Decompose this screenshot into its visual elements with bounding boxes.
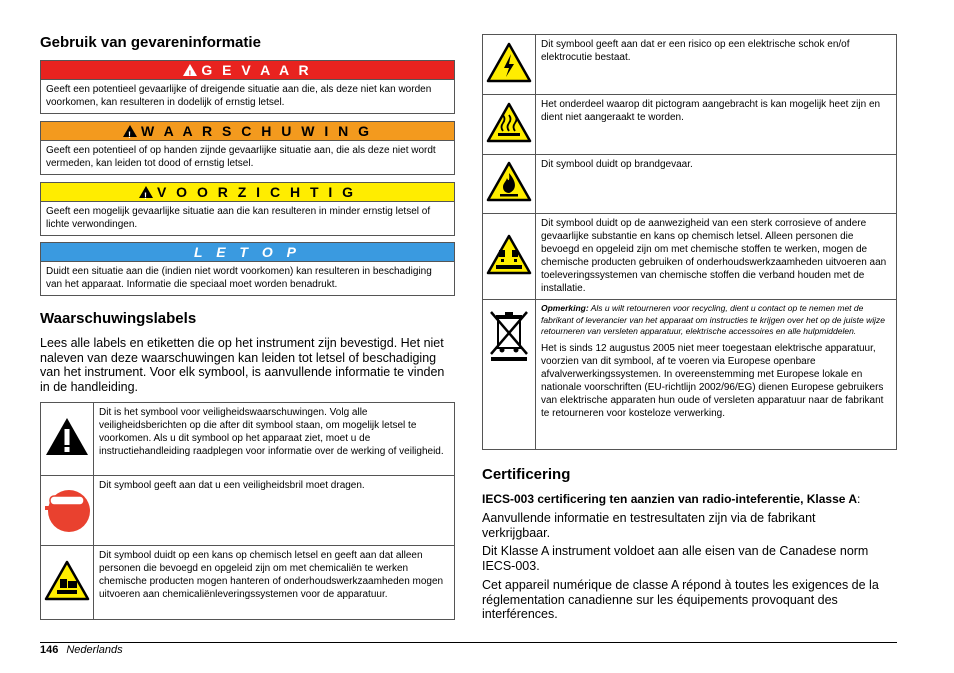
weee-text: Het is sinds 12 augustus 2005 niet meer toegestaan elektrische apparatuur, voorzien van dit symbool, af te voeren via Europese openbare afvalverwerkingssystemen. In overeenstemming met Europese lokale en nationale voorschriften (EU-richtlijn 2002/96/EG) dienen Europese gebruikers van elektrische apparaten hun oude of versleten apparatuur naar de fabrikant te retourneren voor kosteloze verwerking. [541,342,884,419]
symbol-row [41,476,455,546]
symbol-text: Dit symbool duidt op een kans op chemisch letsel en geeft aan dat alleen personen die bevoegd en opgeleid zijn om met chemicaliën te werken chemische producten mogen hanteren of onderhoudswerkzaamheden mogen uitvoeren aan chemicaliënleveringssystemen voor de apparatuur. [94,546,455,620]
left-symbol-table [40,402,455,620]
symbol-text: Dit symbool duidt op brandgevaar. [536,155,897,214]
notice-title: L E T O P [41,243,454,262]
symbol-text: Dit symbool geeft aan dat er een risico op een elektrische schok en/of elektrocutie bestaat. [536,35,897,95]
weee-note-text: Als u wilt retourneren voor recycling, dient u contact op te nemen met de fabrikant of leverancier van het apparaat om instructies te krijgen over het op de juiste wijze retourneren van versleten apparatuur, elektrische accessoires en alle hulpmiddelen. [541,303,885,336]
hot-surface-icon [485,101,533,145]
fire-hazard-icon [485,160,533,204]
warning-box [40,121,455,175]
weee-note [541,303,891,338]
right-symbol-table [482,34,897,450]
danger-title: G E V A A R [201,62,312,78]
symbol-text: Dit symbool geeft aan dat u een veiligheidsbril moet dragen. [94,476,455,546]
footer-language: Nederlands [66,644,123,656]
heading-certification: Certificering [482,466,571,483]
danger-text: Geeft een potentieel gevaarlijke of dreigende situatie aan die, als deze niet kan worden voorkomen, kan resulteren in dodelijk of ernstig letsel. [46,84,432,108]
labels-intro: Lees alle labels en etiketten die op het instrument zijn bevestigd. Het niet naleven van deze waarschuwingen kan leiden tot letsel of beschadiging van het instrument. Voor elk symbool, is aanvullende informatie te vinden in de handleiding. [40,336,445,394]
caution-text: Geeft een mogelijk gevaarlijke situatie aan die kan resulteren in minder ernstig letsel of lichte verwondingen. [46,206,431,230]
danger-box [40,60,455,114]
symbol-text: Het onderdeel waarop dit pictogram aangebracht is kan mogelijk heet zijn en dient niet aangeraakt te worden. [536,95,897,155]
caution-title: V O O R Z I C H T I G [156,184,357,200]
corrosive-icon [485,233,533,277]
heading-warning-labels: Waarschuwingslabels [40,310,197,327]
symbol-row-weee [483,300,897,450]
page-number: 146 [40,644,59,656]
caution-box [40,182,455,236]
notice-text: Duidt een situatie aan die (indien niet wordt voorkomen) kan resulteren in beschadiging van het apparaat. Informatie die speciaal moet worden benadrukt. [46,266,432,290]
footer-rule [40,642,897,643]
symbol-row [483,214,897,300]
warning-title: W A A R S C H U W I N G [140,123,373,139]
warning-triangle-icon [183,64,197,76]
symbol-text: Dit is het symbool voor veiligheidswaarschuwingen. Volg alle veiligheidsberichten op die after dit symbool staan, om mogelijk letsel te voorkomen. Als u dit symbool op het apparaat ziet, moet u de instructiehandleiding raadplegen voor informatie over de werking of veiligheid. [94,403,455,476]
symbol-row [483,35,897,95]
symbol-row [483,95,897,155]
cert-subheading: IECS-003 certificering ten aanzien van radio-inteferentie, Klasse A: [482,492,861,506]
safety-glasses-icon [42,481,92,537]
weee-note-label: Opmerking: [541,303,589,313]
warning-triangle-icon [139,186,153,198]
crossed-bin-icon [486,308,532,362]
cert-paragraph-2: Dit Klasse A instrument voldoet aan alle eisen van de Canadese norm IECS-003. [482,544,869,573]
page-footer [40,644,123,656]
chemical-hazard-icon [43,559,91,603]
symbol-text: Dit symbool duidt op de aanwezigheid van een sterk corrosieve of andere gevaarlijke substantie en kans op chemisch letsel. Alleen personen die bevoegd en opgeleid zijn om met chemische stoffen te werken, mogen de chemische producten gebruiken of onderhoudswerkzaamheden uitvoeren aan toeleveringssystemen van chemische stoffen die verband houden met de installatie. [536,214,897,300]
cert-paragraph-1: Aanvullende informatie en testresultaten zijn via de fabrikant verkrijgbaar. [482,511,816,540]
symbol-row [41,403,455,476]
warning-text: Geeft een potentieel of op handen zijnde gevaarlijke situatie aan, die als deze niet wordt vermeden, kan leiden tot dood of ernstig letsel. [46,145,436,169]
symbol-row [41,546,455,620]
electric-shock-icon [485,41,533,85]
cert-paragraph-3: Cet appareil numérique de classe A répond à toutes les exigences de la réglementation canadienne sur les équipements provoquant des interférences. [482,578,879,621]
symbol-row [483,155,897,214]
heading-hazard-info: Gebruik van gevareninformatie [40,34,261,51]
notice-box [40,242,455,296]
warning-triangle-icon [123,125,137,137]
general-warning-icon [43,415,91,459]
